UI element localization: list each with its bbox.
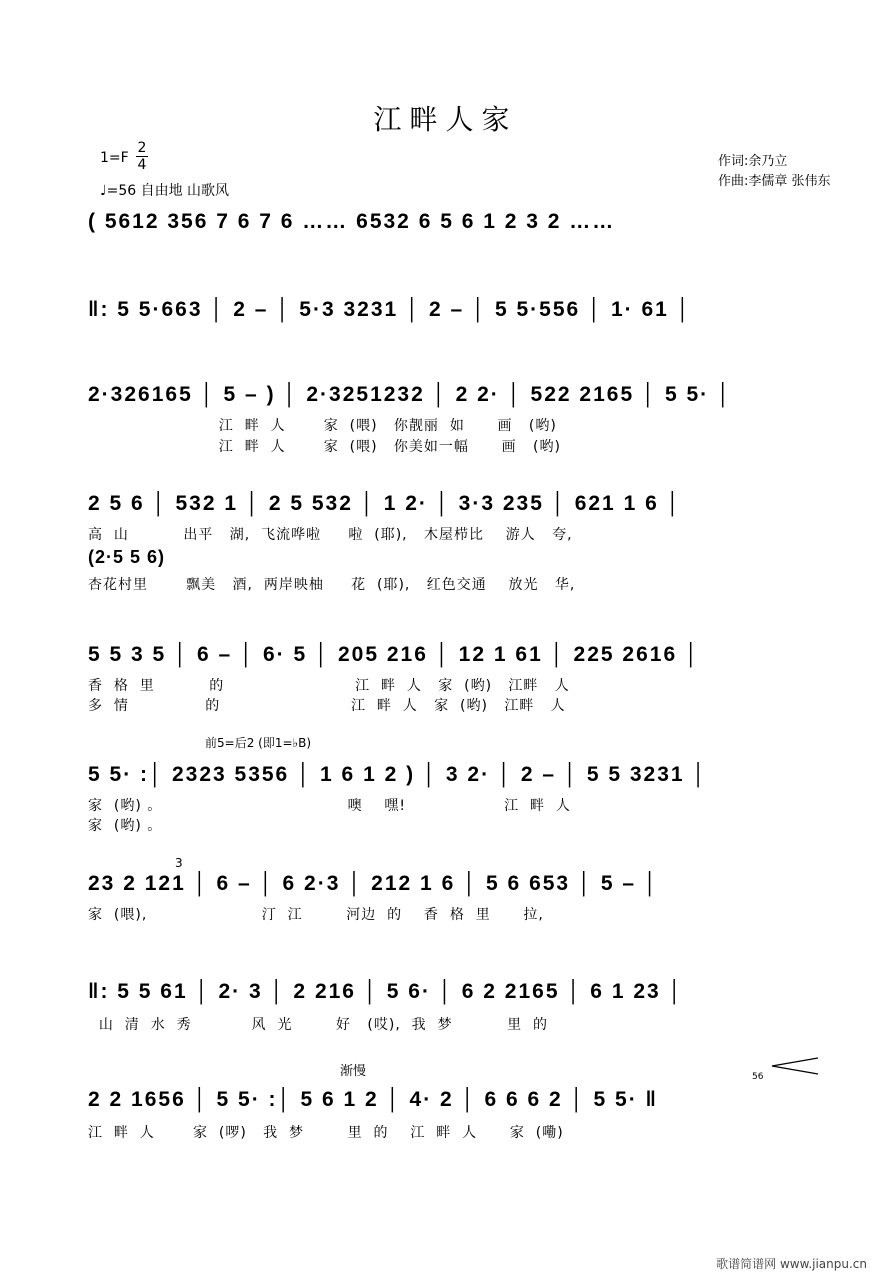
notes-line: ‖: 5 5 61 │ 2· 3 │ 2 216 │ 5 6· │ 6 2 2165 │ 6 1 23 │ [88,980,684,1003]
meter-bottom: 4 [137,157,147,173]
notes-line: 2 2 1656 │ 5 5· :│ 5 6 1 2 │ 4· 2 │ 6 6 6 2 │ 5 5· ‖ [88,1088,658,1111]
page-title: 江畔人家 [373,103,518,136]
key-signature: 1=F [100,150,129,166]
modulation-marking: 前5=后2 (即1=♭B) [205,736,312,750]
lyric-line: 高 山 出平 湖, 飞流哗啦 啦 (耶), 木屋栉比 游人 夸, [88,527,573,543]
watermark: 歌谱简谱网 www.jianpu.cn [716,1257,867,1271]
time-signature [136,140,148,173]
notes-line: 23 2 121 │ 6 – │ 6 2·3 │ 212 1 6 │ 5 6 653 │ 5 – │ [88,872,660,895]
lyric-line: 家 (喂), 汀 江 河边 的 香 格 里 拉, [88,907,544,923]
lyricist-credit: 作词:余乃立 [718,154,788,169]
lyric-line: 江 畔 人 家 (啰) 我 梦 里 的 江 畔 人 家 (嘞) [88,1125,564,1141]
lyric-line: 多 情 的 江 畔 人 家 (哟) 江畔 人 [88,698,566,714]
composer-credit: 作曲:李儒章 张伟东 [718,174,831,189]
lyric-line: 家 (哟) 。 噢 嘿! 江 畔 人 [88,798,571,814]
notes-line: ( 5612 356 7 6 7 6 …… 6532 6 5 6 1 2 3 2 …… [88,210,616,233]
lyric-line: 家 (哟) 。 [88,818,163,834]
lyric-line: 山 清 水 秀 风 光 好 (哎), 我 梦 里 的 [88,1017,548,1033]
grace-notes: 56 [752,1072,764,1082]
variant-notes: (2·5 5 6) [88,547,166,567]
triplet-marking: 3 [175,856,183,870]
notes-line: 5 5 3 5 │ 6 – │ 6· 5 │ 205 216 │ 12 1 61 │ 225 2616 │ [88,643,701,666]
notes-line: 5 5· :│ 2323 5356 │ 1 6 1 2 ) │ 3 2· │ 2 – │ 5 5 3231 │ [88,763,708,786]
crescendo-hairpin-icon [770,1056,820,1076]
tempo-marking: ♩=56 自由地 山歌风 [100,183,230,199]
lyric-line: 江 畔 人 家 (喂) 你美如一幅 画 (哟) [88,439,561,455]
meter-top: 2 [137,140,147,156]
lyric-line: 江 畔 人 家 (喂) 你靓丽 如 画 (哟) [88,418,557,434]
notes-line: ‖: 5 5·663 │ 2 – │ 5·3 3231 │ 2 – │ 5 5·556 │ 1· 61 │ [88,298,692,321]
notes-line: 2 5 6 │ 532 1 │ 2 5 532 │ 1 2· │ 3·3 235 │ 621 1 6 │ [88,492,682,515]
lyric-line: 杏花村里 飘美 酒, 两岸映柚 花 (耶), 红色交通 放光 华, [88,577,576,593]
tempo-change-marking: 渐慢 [340,1064,367,1079]
lyric-line: 香 格 里 的 江 畔 人 家 (哟) 江畔 人 [88,678,570,694]
notes-line: 2·326165 │ 5 – ) │ 2·3251232 │ 2 2· │ 522 2165 │ 5 5· │ [88,383,733,406]
